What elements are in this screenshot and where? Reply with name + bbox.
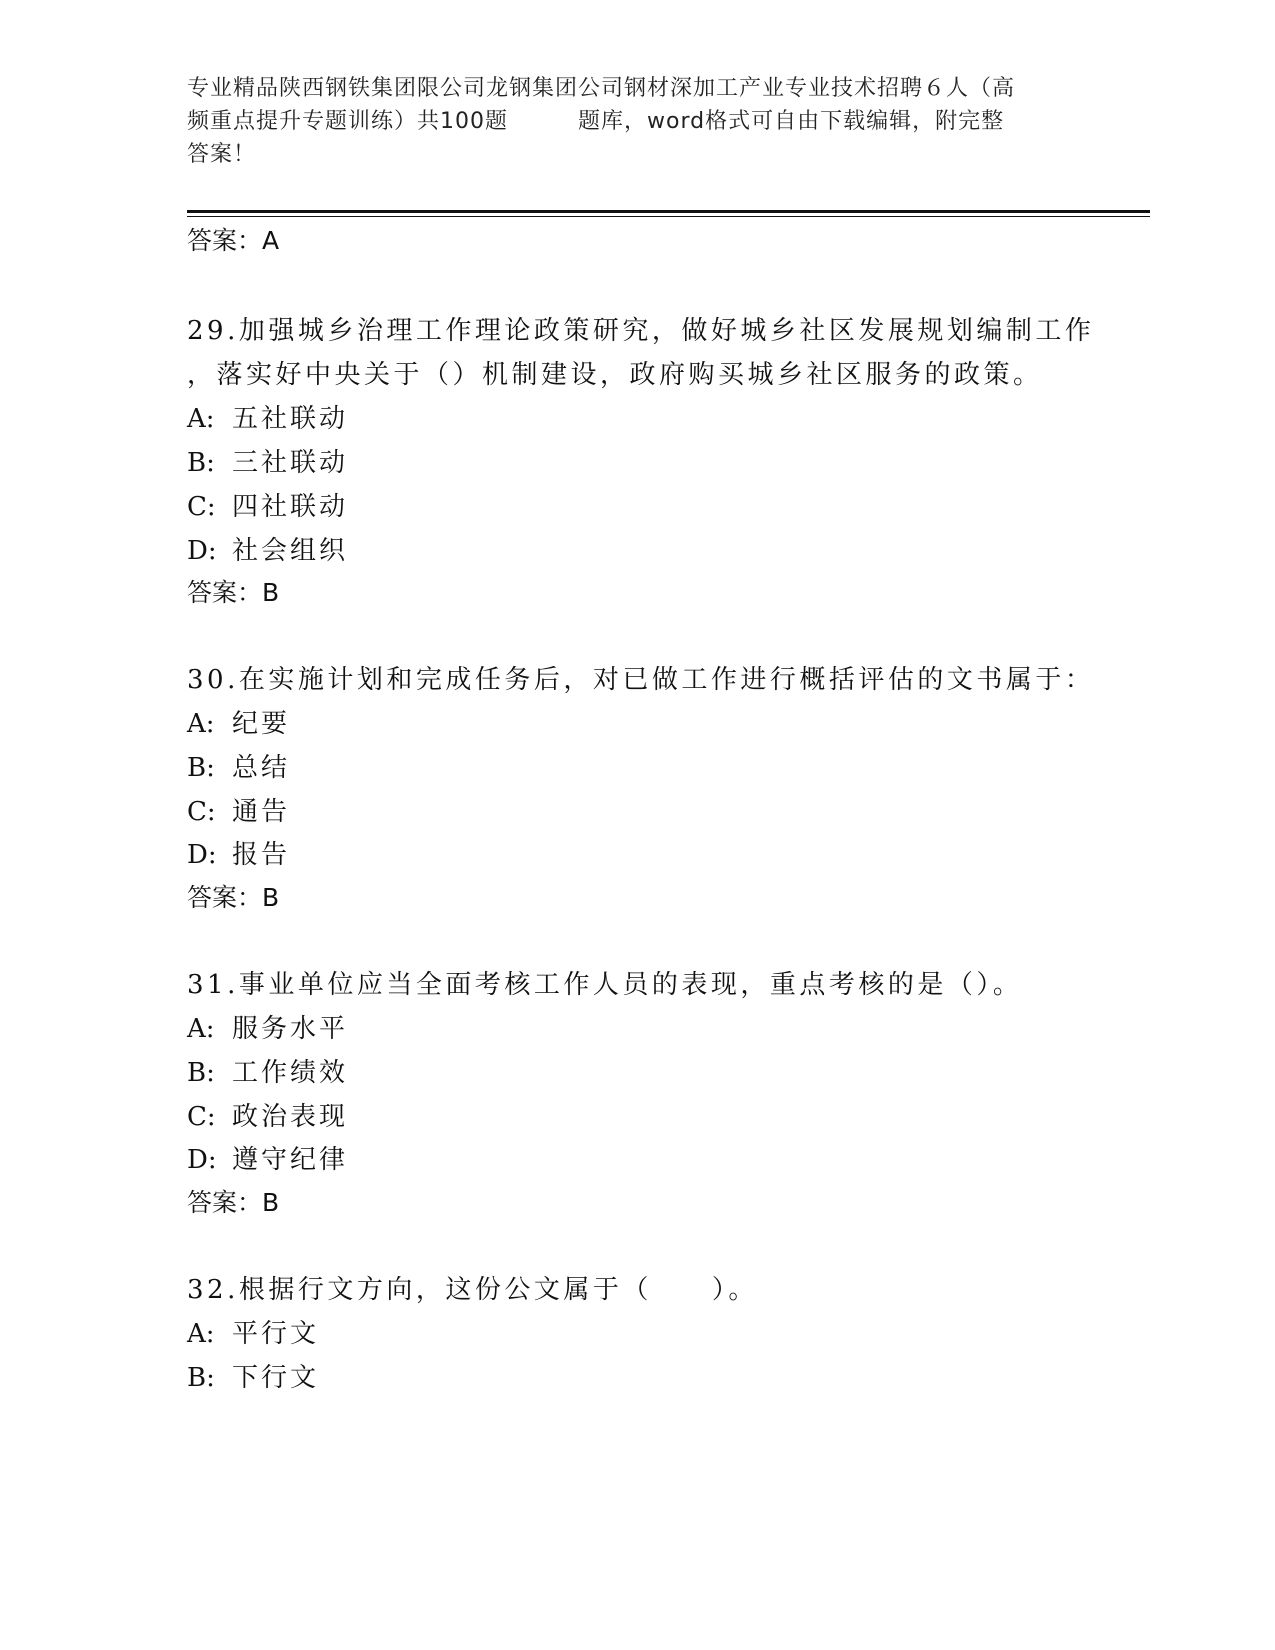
answer-30: 答案：B [187, 883, 280, 912]
option-text: 工作绩效 [232, 1058, 349, 1088]
question-29-option-b [187, 445, 348, 481]
document-header [187, 72, 1087, 171]
question-29-option-d [187, 533, 348, 569]
question-31-option-c [187, 1099, 348, 1135]
header-line-2-part-a: 频重点提升专题训练）共100题 [187, 109, 508, 134]
option-letter: A: [187, 404, 215, 434]
option-text: 三社联动 [232, 448, 349, 478]
header-line-3: 答案！ [187, 142, 257, 167]
option-letter: C: [187, 797, 216, 827]
question-29-option-c [187, 489, 348, 525]
option-text: 纪要 [232, 709, 291, 739]
option-letter: A: [187, 1014, 215, 1044]
option-letter: B: [187, 448, 215, 478]
question-32-text-b: ）。 [711, 1275, 758, 1305]
question-30-option-a [187, 706, 290, 742]
option-letter: C: [187, 492, 216, 522]
header-line-2-part-b: 题库，word格式可自由下载编辑，附完整 [578, 109, 1005, 134]
option-text: 平行文 [232, 1319, 320, 1349]
option-text: 总结 [232, 753, 291, 783]
header-divider-thick [187, 210, 1150, 213]
question-31-line-1: 31.事业单位应当全面考核工作人员的表现，重点考核的是（）。 [187, 970, 1023, 1000]
header-line-2 [187, 105, 1087, 138]
option-letter: B: [187, 1363, 215, 1393]
question-31-option-d [187, 1142, 348, 1178]
option-letter: B: [187, 1058, 215, 1088]
question-30-option-d [187, 837, 290, 873]
answer-28: 答案：A [187, 226, 280, 255]
option-text: 五社联动 [232, 404, 349, 434]
option-text: 服务水平 [232, 1014, 349, 1044]
option-text: 四社联动 [232, 492, 349, 522]
header-line-1: 专业精品陕西钢铁集团限公司龙钢集团公司钢材深加工产业专业技术招聘６人（高 [187, 76, 1016, 101]
question-29-line-1: 29.加强城乡治理工作理论政策研究，做好城乡社区发展规划编制工作 [187, 316, 1095, 346]
option-text: 社会组织 [232, 536, 349, 566]
header-divider-thin [187, 216, 1150, 217]
option-letter: C: [187, 1102, 216, 1132]
answer-31: 答案：B [187, 1188, 280, 1217]
option-text: 下行文 [232, 1363, 320, 1393]
option-text: 政治表现 [232, 1102, 349, 1132]
question-29-option-a [187, 401, 348, 437]
question-30-option-c [187, 794, 290, 830]
option-letter: D: [187, 840, 217, 870]
option-text: 报告 [232, 840, 291, 870]
question-32-option-b [187, 1360, 319, 1396]
question-32-option-a [187, 1316, 319, 1352]
question-31-option-b [187, 1055, 348, 1091]
option-letter: D: [187, 1145, 217, 1175]
option-text: 遵守纪律 [232, 1145, 349, 1175]
question-32-line-1 [187, 1272, 758, 1308]
question-31-option-a [187, 1011, 348, 1047]
question-30-line-1: 30.在实施计划和完成任务后，对已做工作进行概括评估的文书属于： [187, 665, 1095, 695]
answer-29: 答案：B [187, 578, 280, 607]
question-32-text-a: 32.根据行文方向，这份公文属于（ [187, 1275, 652, 1305]
option-text: 通告 [232, 797, 291, 827]
option-letter: D: [187, 536, 217, 566]
option-letter: A: [187, 1319, 215, 1349]
question-29-line-2: ，落实好中央关于（）机制建设，政府购买城乡社区服务的政策。 [187, 360, 1043, 390]
option-letter: A: [187, 709, 215, 739]
question-30-option-b [187, 750, 290, 786]
option-letter: B: [187, 753, 215, 783]
